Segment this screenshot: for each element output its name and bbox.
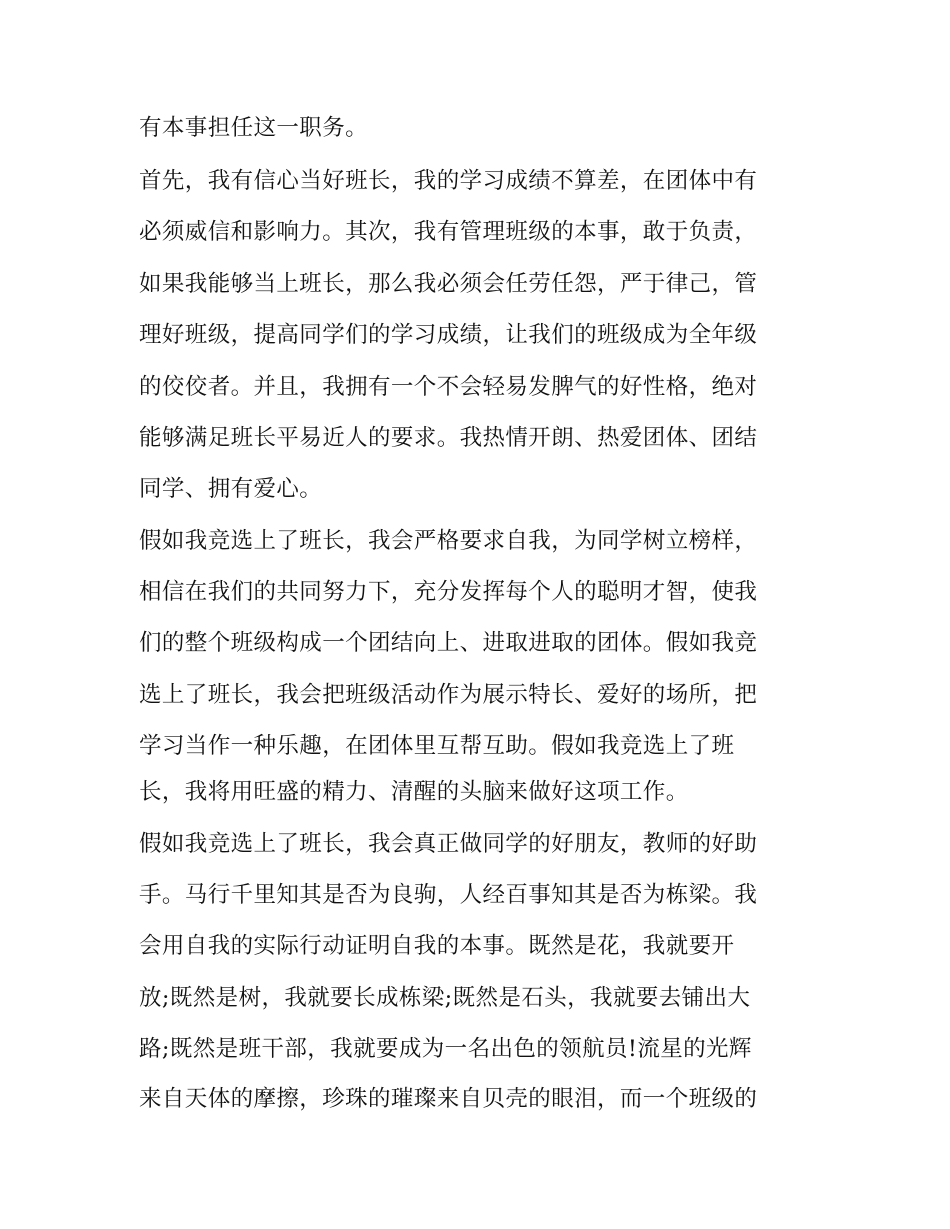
text-line: 理好班级，提高同学们的学习成绩，让我们的班级成为全年级 — [139, 322, 758, 348]
text-line: 假如我竞选上了班长，我会真正做同学的好朋友，教师的好助 — [139, 831, 758, 857]
text-line: 同学、拥有爱心。 — [139, 476, 323, 502]
text-line: 选上了班长，我会把班级活动作为展示特长、爱好的场所，把 — [139, 682, 758, 708]
text-line: 相信在我们的共同努力下，充分发挥每个人的聪明才智，使我 — [139, 579, 758, 605]
text-line: 学习当作一种乐趣，在团体里互帮互助。假如我竞选上了班 — [139, 733, 735, 759]
text-line: 放;既然是树，我就要长成栋梁;既然是石头，我就要去铺出大 — [139, 985, 751, 1011]
text-line: 必须威信和影响力。其次，我有管理班级的本事，敢于负责， — [139, 219, 758, 245]
text-line: 有本事担任这一职务。 — [139, 115, 369, 141]
text-line: 们的整个班级构成一个团结向上、进取进取的团体。假如我竞 — [139, 630, 758, 656]
text-line: 路;既然是班干部，我就要成为一名出色的领航员!流星的光辉 — [139, 1036, 752, 1062]
text-line: 假如我竞选上了班长，我会严格要求自我，为同学树立榜样， — [139, 528, 758, 554]
text-line: 长，我将用旺盛的精力、清醒的头脑来做好这项工作。 — [139, 779, 689, 805]
text-line: 手。马行千里知其是否为良驹，人经百事知其是否为栋梁。我 — [139, 882, 758, 908]
text-line: 来自天体的摩擦，珍珠的璀璨来自贝壳的眼泪，而一个班级的 — [139, 1086, 758, 1112]
text-line: 的佼佼者。并且，我拥有一个不会轻易发脾气的好性格，绝对 — [139, 374, 758, 400]
text-line: 能够满足班长平易近人的要求。我热情开朗、热爱团体、团结 — [139, 425, 758, 451]
text-line: 首先，我有信心当好班长，我的学习成绩不算差，在团体中有 — [139, 168, 758, 194]
text-line: 如果我能够当上班长，那么我必须会任劳任怨，严于律己，管 — [139, 271, 758, 297]
text-line: 会用自我的实际行动证明自我的本事。既然是花，我就要开 — [139, 933, 735, 959]
